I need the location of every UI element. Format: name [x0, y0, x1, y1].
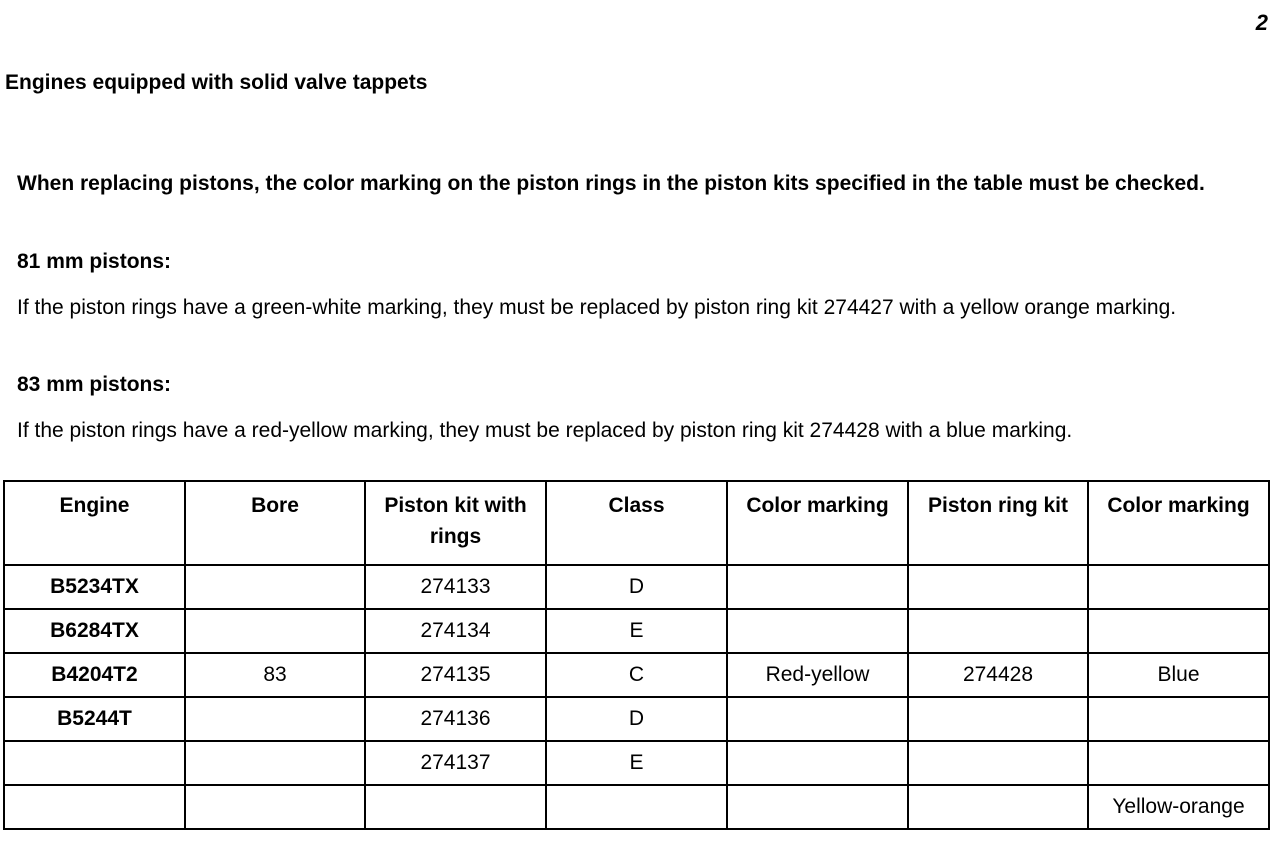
header-piston-ring-kit: Piston ring kit [908, 481, 1088, 565]
cell-piston-ring-kit [908, 785, 1088, 829]
cell-piston-ring-kit [908, 609, 1088, 653]
header-engine: Engine [4, 481, 185, 565]
pistons-81-heading: 81 mm pistons: [17, 250, 172, 273]
cell-piston-kit: 274136 [365, 697, 546, 741]
cell-piston-kit: 274134 [365, 609, 546, 653]
cell-ring-color-marking [1088, 741, 1269, 785]
header-bore: Bore [185, 481, 365, 565]
cell-bore [185, 609, 365, 653]
cell-piston-kit: 274133 [365, 565, 546, 609]
header-class: Class [546, 481, 727, 565]
cell-engine: B6284TX [4, 609, 185, 653]
cell-class: C [546, 653, 727, 697]
cell-bore [185, 565, 365, 609]
pistons-83-heading: 83 mm pistons: [17, 373, 172, 396]
cell-class: D [546, 565, 727, 609]
cell-class: D [546, 697, 727, 741]
cell-engine: B5244T [4, 697, 185, 741]
cell-color-marking: Red-yellow [727, 653, 908, 697]
cell-color-marking [727, 785, 908, 829]
cell-piston-ring-kit [908, 697, 1088, 741]
cell-engine [4, 741, 185, 785]
cell-bore [185, 785, 365, 829]
cell-class: E [546, 741, 727, 785]
header-ring-color-marking: Color marking [1088, 481, 1269, 565]
cell-piston-kit: 274137 [365, 741, 546, 785]
cell-piston-kit: 274135 [365, 653, 546, 697]
cell-bore: 83 [185, 653, 365, 697]
table-row [4, 609, 1269, 653]
pistons-81-text: If the piston rings have a green-white marking, they must be replaced by piston ring kit 274427 with a yellow orange marking. [17, 296, 1177, 319]
cell-color-marking [727, 741, 908, 785]
cell-piston-kit [365, 785, 546, 829]
cell-ring-color-marking [1088, 609, 1269, 653]
table-row [4, 785, 1269, 829]
table-row [4, 653, 1269, 697]
cell-ring-color-marking: Blue [1088, 653, 1269, 697]
cell-bore [185, 697, 365, 741]
table-header-row [4, 481, 1269, 565]
pistons-83-text: If the piston rings have a red-yellow marking, they must be replaced by piston ring kit 274428 with a blue marking. [17, 419, 1073, 442]
cell-color-marking [727, 697, 908, 741]
table-row [4, 697, 1269, 741]
page-number: 2 [1255, 10, 1268, 35]
cell-bore [185, 741, 365, 785]
cell-ring-color-marking: Yellow-orange [1088, 785, 1269, 829]
header-color-marking: Color marking [727, 481, 908, 565]
cell-ring-color-marking [1088, 697, 1269, 741]
table-row [4, 565, 1269, 609]
cell-class [546, 785, 727, 829]
cell-ring-color-marking [1088, 565, 1269, 609]
cell-piston-ring-kit [908, 741, 1088, 785]
header-piston-kit: Piston kit with rings [365, 481, 546, 565]
cell-engine [4, 785, 185, 829]
cell-piston-ring-kit [908, 565, 1088, 609]
cell-piston-ring-kit: 274428 [908, 653, 1088, 697]
piston-kit-table [3, 480, 1270, 830]
cell-color-marking [727, 609, 908, 653]
section-heading: Engines equipped with solid valve tappets [5, 71, 428, 94]
cell-color-marking [727, 565, 908, 609]
cell-class: E [546, 609, 727, 653]
cell-engine: B4204T2 [4, 653, 185, 697]
intro-paragraph: When replacing pistons, the color marking on the piston rings in the piston kits specified in the table must be checked. [17, 172, 1205, 195]
cell-engine: B5234TX [4, 565, 185, 609]
table-row [4, 741, 1269, 785]
